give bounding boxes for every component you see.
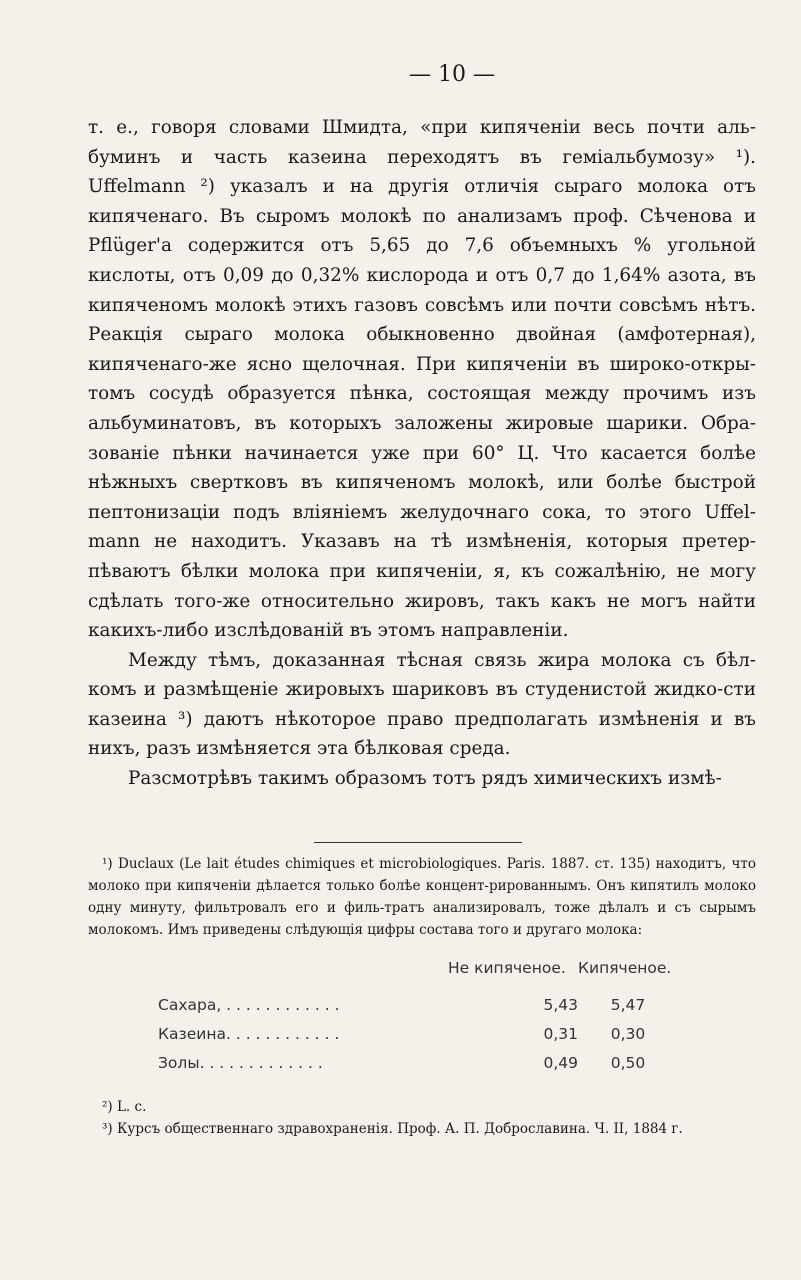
footnotes — [88, 853, 756, 1140]
row-boiled-value: 0,30 — [610, 1024, 646, 1043]
row-raw-value: 5,43 — [543, 995, 578, 1014]
table-header-row — [158, 957, 678, 991]
table-header-label — [158, 957, 448, 991]
page — [88, 62, 756, 1140]
milk-composition-table — [158, 957, 678, 1078]
table-row — [158, 1049, 678, 1078]
footnote-2: ²) L. c. — [102, 1098, 147, 1115]
footnote-3: ³) Курсъ общественнаго здравохраненія. Проф. А. П. Доброславина. Ч. II, 1884 г. — [102, 1120, 683, 1137]
paragraph-2: Между тѣмъ, доказанная тѣсная связь жира молока съ бѣл-комъ и размѣщеніе жировыхъ шариковъ въ студенистой жидко-сти казеина ³) даютъ нѣкоторое право предполагать измѣненія и въ нихъ, разъ измѣняется эта бѣлковая среда. — [88, 649, 756, 760]
table-header-boiled: Кипяченое. — [578, 958, 672, 977]
row-boiled-value: 0,50 — [610, 1053, 646, 1072]
row-label: Казеина. . . . . . . . . . . . — [158, 1024, 340, 1043]
table-header-raw: Не кипяченое. — [448, 958, 566, 977]
row-raw-value: 0,31 — [543, 1024, 578, 1043]
footnote-divider — [314, 842, 522, 843]
table-row — [158, 1020, 678, 1049]
main-text — [88, 113, 756, 794]
page-number: — 10 — — [409, 62, 495, 87]
paragraph-3: Разсмотрѣвъ такимъ образомъ тотъ рядъ химическихъ измѣ- — [128, 768, 722, 790]
row-label: Сахара, . . . . . . . . . . . . — [158, 995, 340, 1014]
row-boiled-value: 5,47 — [610, 995, 646, 1014]
footnote-1: ¹) Duclaux (Le lait études chimiques et microbiologiques. Paris. 1887. ст. 135) находитъ, что молоко при кипяченіи дѣлается только болѣе концент-рированнымъ. Онъ кипятилъ молоко одну минуту, фильтровалъ его и филь-тратъ анализировалъ, тоже дѣлалъ и съ сырымъ молокомъ. Имъ приведены слѣдующія цифры состава того и другаго молока: — [88, 855, 756, 938]
table-row — [158, 991, 678, 1020]
row-raw-value: 0,49 — [543, 1053, 578, 1072]
row-label: Золы. . . . . . . . . . . . . — [158, 1053, 323, 1072]
paragraph-1: т. е., говоря словами Шмидта, «при кипяченіи весь почти аль-буминъ и часть казеина переходятъ въ геміальбумозу» ¹). Uffelmann ²) указалъ и на другія отличія сыраго молока отъ кипяченаго. Въ сыромъ молокѣ по анализамъ проф. Сѣченова и Pflüger'а содержится отъ 5,65 до 7,6 объемныхъ % угольной кислоты, отъ 0,09 до 0,32% кислорода и отъ 0,7 до 1,64% азота, въ кипяченомъ молокѣ этихъ газовъ совсѣмъ или почти совсѣмъ нѣтъ. Реакція сыраго молока обыкновенно двойная (амфотерная), кипяченаго-же ясно щелочная. При кипяченіи въ широко-откры-томъ сосудѣ образуется пѣнка, состоящая между прочимъ изъ альбуминатовъ, въ которыхъ заложены жировые шарики. Обра-зованіе пѣнки начинается уже при 60° Ц. Что касается болѣе нѣжныхъ свертковъ въ кипяченомъ молокѣ, или болѣе быстрой пептонизаціи подъ вліяніемъ желудочнаго сока, то этого Uffel-mann не находитъ. Указавъ на тѣ измѣненія, которыя претер-пѣваютъ бѣлки молока при кипяченіи, я, къ сожалѣнію, не могу сдѣлать того-же относительно жировъ, такъ какъ не могъ найти какихъ-либо изслѣдованій въ этомъ направленіи. — [88, 117, 756, 642]
